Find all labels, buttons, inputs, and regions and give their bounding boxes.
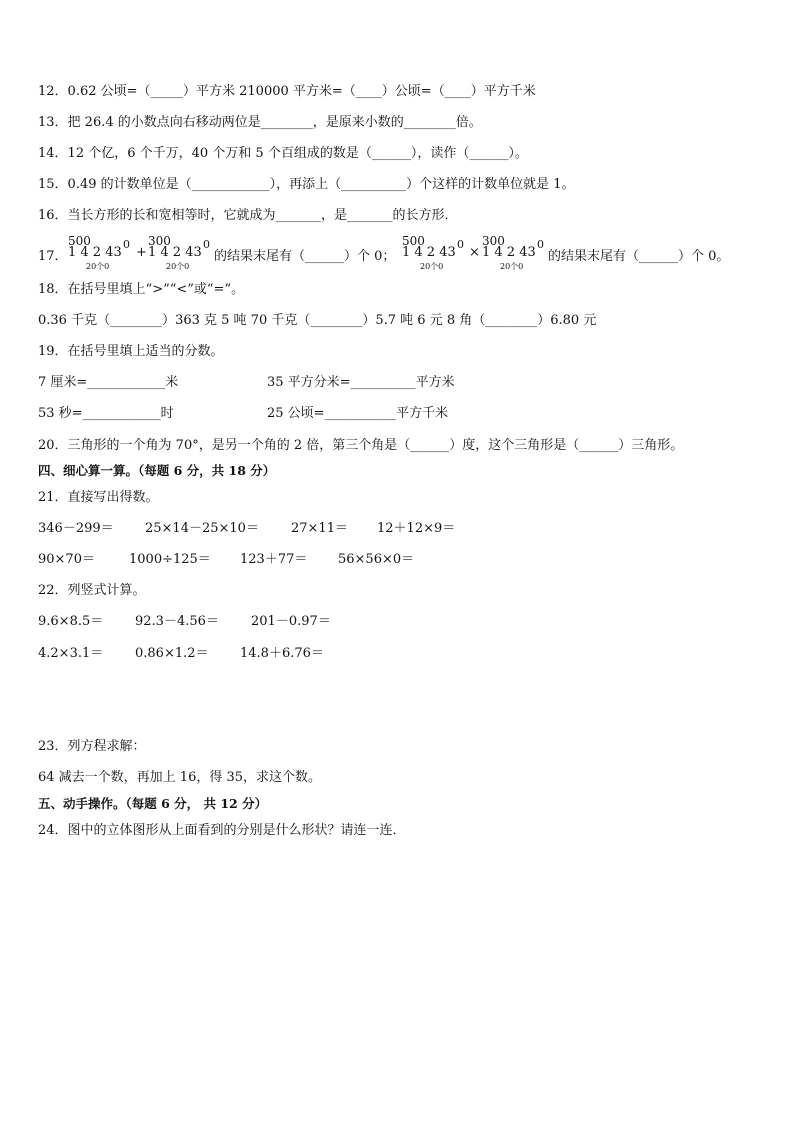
q17-a-sub: 20个0 bbox=[86, 262, 110, 271]
question-23-text: 64 减去一个数，再加上 16，得 35，求这个数。 bbox=[38, 770, 322, 785]
q21-expr: 56×56×0＝ bbox=[338, 552, 415, 567]
q21-expr: 25×14－25×10＝ bbox=[145, 521, 259, 536]
section-4-heading: 四、细心算一算。（每题 6 分，共 18 分） bbox=[38, 463, 276, 478]
q22-expr: 92.3－4.56＝ bbox=[135, 614, 219, 629]
q17-a-top: 500 bbox=[68, 234, 91, 248]
q19-item-4: 25 公顷=___________平方千米 bbox=[267, 406, 449, 421]
q21-expr: 90×70＝ bbox=[38, 552, 95, 567]
question-14: 14．12 个亿，6 个千万，40 个万和 5 个百组成的数是（______），读作（______）。 bbox=[38, 146, 528, 161]
q19-item-3: 53 秒=____________时 bbox=[38, 406, 174, 421]
q17-d-sup: 0 bbox=[537, 238, 544, 251]
q17-c-top: 500 bbox=[402, 234, 425, 248]
q17-text1: 的结果末尾有（______）个 0； bbox=[214, 249, 396, 264]
question-12: 12．0.62 公顷=（_____）平方米 210000 平方米=（____）公顷=（____）平方千米 bbox=[38, 84, 536, 99]
q22-expr: 14.8＋6.76＝ bbox=[240, 646, 324, 661]
question-16: 16．当长方形的长和宽相等时，它就成为_______，是_______的长方形． bbox=[38, 208, 458, 223]
q22-expr: 0.86×1.2＝ bbox=[135, 646, 209, 661]
q21-expr: 12＋12×9＝ bbox=[377, 521, 456, 536]
q22-expr: 9.6×8.5＝ bbox=[38, 614, 104, 629]
q17-times: × bbox=[469, 245, 480, 260]
q17-number: 17． bbox=[38, 249, 68, 264]
question-22: 22．列竖式计算。 bbox=[38, 583, 146, 598]
q22-expr: 4.2×3.1＝ bbox=[38, 646, 104, 661]
q21-expr: 27×11＝ bbox=[291, 521, 348, 536]
q21-expr: 1000÷125＝ bbox=[129, 552, 211, 567]
q21-expr: 346－299＝ bbox=[38, 521, 114, 536]
q17-text2: 的结果末尾有（______）个 0。 bbox=[548, 249, 730, 264]
q17-a-sup: 0 bbox=[123, 238, 130, 251]
q19-item-2: 35 平方分米=__________平方米 bbox=[267, 375, 455, 390]
q19-item-1: 7 厘米=____________米 bbox=[38, 375, 179, 390]
question-13: 13．把 26.4 的小数点向右移动两位是________，是原来小数的________倍。 bbox=[38, 115, 482, 130]
q17-b-top: 300 bbox=[148, 234, 171, 248]
question-18-items: 0.36 千克（________）363 克 5 吨 70 千克（________）5.7 吨 6 元 8 角（________）6.80 元 bbox=[38, 313, 597, 328]
question-23: 23．列方程求解： bbox=[38, 739, 146, 754]
q22-expr: 201－0.97＝ bbox=[251, 614, 331, 629]
question-19: 19．在括号里填上适当的分数。 bbox=[38, 344, 224, 359]
question-20: 20．三角形的一个角为 70°，是另一个角的 2 倍，第三个角是（______）度，这个三角形是（______）三角形。 bbox=[38, 438, 684, 453]
q17-b-sub: 20个0 bbox=[166, 262, 190, 271]
q17-a-mid: 1 4 2 43 bbox=[68, 245, 122, 260]
q17-c-sup: 0 bbox=[457, 238, 464, 251]
q17-b-sup: 0 bbox=[203, 238, 210, 251]
q21-expr: 123＋77＝ bbox=[240, 552, 308, 567]
q17-c-sub: 20个0 bbox=[420, 262, 444, 271]
question-21: 21．直接写出得数。 bbox=[38, 490, 159, 505]
question-18: 18．在括号里填上“>”“<”或“=”。 bbox=[38, 282, 245, 297]
q17-d-mid: 1 4 2 43 bbox=[482, 245, 536, 260]
q17-b-mid: 1 4 2 43 bbox=[148, 245, 202, 260]
q17-d-sub: 20个0 bbox=[500, 262, 524, 271]
question-15: 15．0.49 的计数单位是（____________），再添上（__________）个这样的计数单位就是 1。 bbox=[38, 177, 575, 192]
question-24: 24．图中的立体图形从上面看到的分别是什么形状？请连一连． bbox=[38, 823, 406, 838]
q17-d-top: 300 bbox=[482, 234, 505, 248]
q17-c-mid: 1 4 2 43 bbox=[402, 245, 456, 260]
section-5-heading: 五、动手操作。（每题 6 分， 共 12 分） bbox=[38, 796, 268, 811]
q17-plus: + bbox=[136, 245, 147, 260]
